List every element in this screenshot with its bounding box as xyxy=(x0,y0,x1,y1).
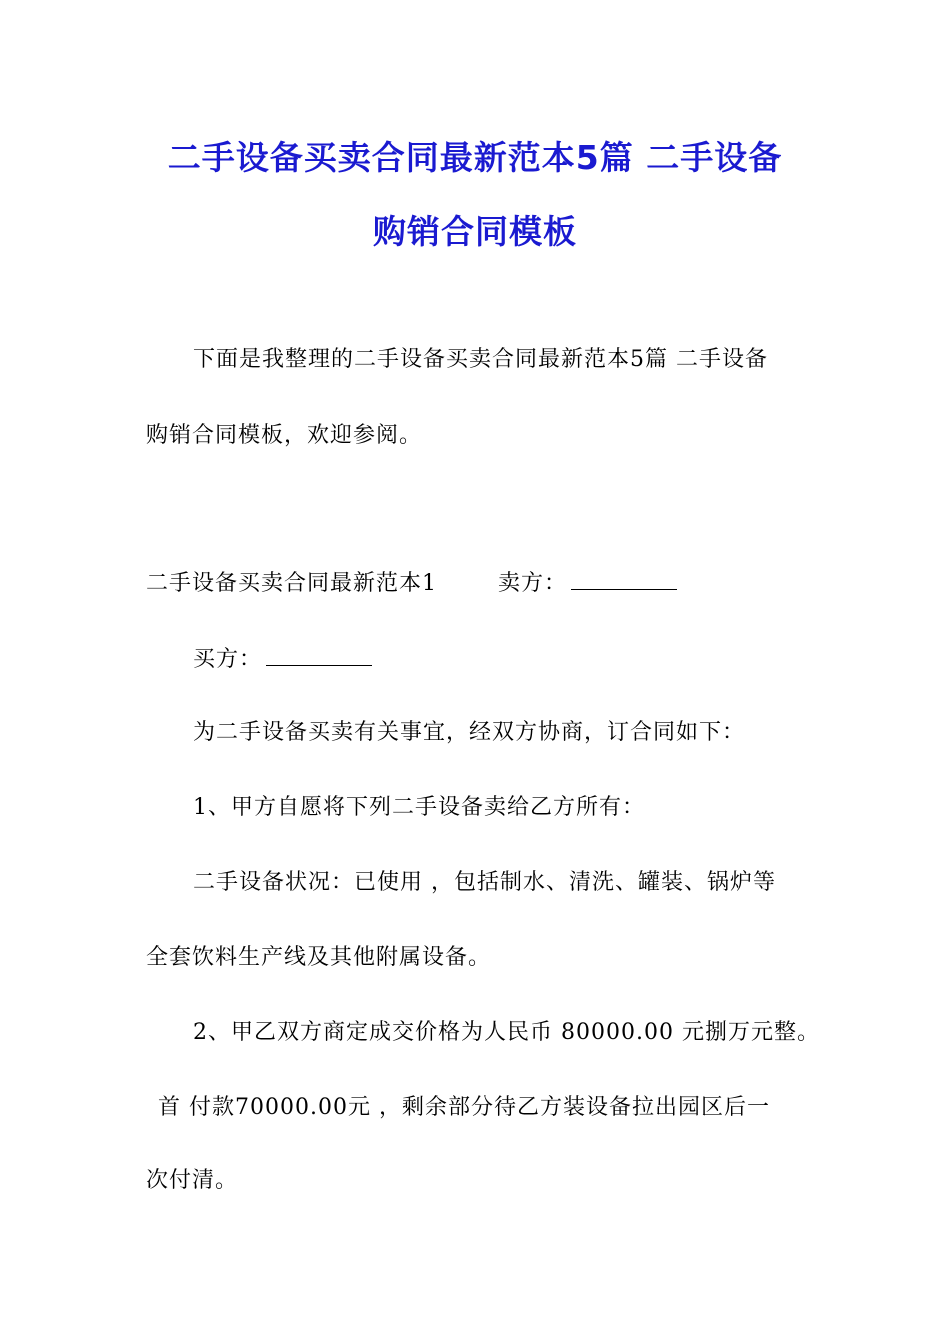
seller-field xyxy=(498,569,677,599)
clause-1: 1、甲方自愿将下列二手设备卖给乙方所有： xyxy=(193,795,645,820)
clause-2-line-3: 次付清。 xyxy=(146,1168,239,1193)
intro-line-2: 购销合同模板，欢迎参阅。 xyxy=(146,423,423,448)
equipment-status-line-2: 全套饮料生产线及其他附属设备。 xyxy=(146,945,492,970)
buyer-blank xyxy=(266,645,372,666)
equipment-status-line-1: 二手设备状况：已使用 ，包括制水、清洗、罐装、锅炉等 xyxy=(193,870,776,895)
seller-blank xyxy=(571,569,677,590)
document-title-line-2: 购销合同模板 xyxy=(373,212,577,251)
buyer-field xyxy=(193,645,372,675)
contract-heading: 二手设备买卖合同最新范本1 xyxy=(146,571,437,596)
document-title-line-1: 二手设备买卖合同最新范本5篇 二手设备 xyxy=(167,138,783,177)
intro-line-1: 下面是我整理的二手设备买卖合同最新范本5篇 二手设备 xyxy=(193,347,768,372)
clause-2-line-2: 首 付款70000.00元 ，剩余部分待乙方装设备拉出园区后一 xyxy=(158,1095,770,1120)
contract-preamble: 为二手设备买卖有关事宜，经双方协商，订合同如下： xyxy=(193,720,746,745)
seller-label: 卖方： xyxy=(498,571,568,596)
clause-2-line-1: 2、甲乙双方商定成交价格为人民币 80000.00 元捌万元整。 xyxy=(193,1020,820,1045)
buyer-label: 买方： xyxy=(193,647,263,672)
